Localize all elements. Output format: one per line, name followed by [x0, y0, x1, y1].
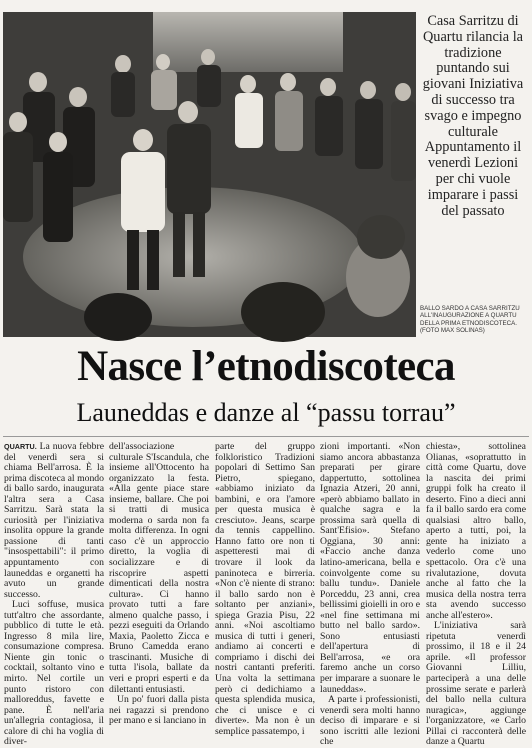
article-column-4	[320, 441, 420, 748]
article-headline: Nasce l’etnodiscoteca	[77, 343, 455, 390]
photo-caption-text: BALLO SARDO A CASA SARRITZU ALL'INAUGURAZIONE A QUARTU DELLA PRIMA ETNODISCOTECA.	[420, 305, 520, 327]
column-paragraph: A parte i professionisti, venerdì sera molti hanno deciso di imparare e si sono iscritti alle lezioni che	[320, 694, 420, 748]
article-column-1	[4, 441, 104, 748]
article-photo	[3, 12, 416, 337]
photo-sidebar-caption: Casa Sarritzu di Quartu rilancia la tradizione puntando sui giovani Iniziativa di successo tra svago e impegno culturale Appuntamento il venerdì Lezioni per chi vuole imparare i passi del passato	[422, 13, 524, 219]
column-paragraph: L'iniziativa sarà ripetuta venerdì prossimo, il 18 e il 24 aprile. «Il professor Giovanni Lilliu, parteciperà a una delle prossime serate e parlerà del ballo nella cultura nuragica», aggiunge l'organizzatore, «e Carlo Pillai ci racconterà delle danze a Quartu	[426, 620, 526, 748]
article-column-2	[109, 441, 209, 727]
article-subheadline: Launeddas e danze al “passu torrau”	[76, 398, 456, 427]
photo-credit: (FOTO MAX SOLINAS)	[420, 326, 485, 334]
article-column-3	[215, 441, 315, 737]
column-paragraph: parte del gruppo folkloristico Tradizioni popolari di Settimo San Pietro, spiegano, «abbiamo iniziato da bambini, e ora l'amore per questa musica è cresciuto». Jeans, scarpe da tennis cappellino. Hanno fatto ore non ti aspetteresti mai di trovare il look da paninoteca e birreria. «Non c'è niente di strano: il ballo sardo non è soltanto per anziani», spiega Grazia Pisu, 22 anni. «Noi ascoltiamo musica di tutti i generi, andiamo ai concerti e compriamo i dischi dei nostri cantanti preferiti. Una volta la settimana però ci dedichiamo a questa splendida musica, che ci unisce e ci diverte». Ma non è un semplice passatempo, i	[215, 441, 315, 737]
dancers-photo	[3, 12, 416, 337]
dateline: QUARTU.	[4, 442, 37, 451]
divider	[3, 436, 529, 437]
article-column-5	[426, 441, 526, 748]
column-paragraph: dell'associazione culturale S'Iscandula, che insieme all'Ottocento ha organizzato la festa. «Alla gente piace stare insieme, ballare. Che poi si tratti di musica moderna o sarda non fa molta differenza. In ogni caso c'è un approccio diretto, la voglia di socializzare e di riscoprire aspetti dimenticati della nostra cultura». Ci hanno provato tutti a fare almeno qualche passo, i pezzi eseguiti da Orlando Maxia, Paoletto Zicca e Bruno Camedda erano trascinanti. Musiche di tutta l'isola, ballate da veri e propri esperti e da dilettanti entusiasti.	[109, 441, 209, 695]
column-paragraph	[4, 442, 104, 600]
column-paragraph: Un po' fuori dalla pista nei ragazzi si prendono per mano e si lanciano in	[109, 694, 209, 727]
photo-caption	[420, 305, 530, 334]
column-paragraph: chiesta», sottolinea Olianas, «soprattutto in città come Quartu, dove la nascita dei primi gruppi folk ha creato il deserto. Fino a dieci anni fa il ballo sardo era come qualsiasi altro ballo, aperto a tutti, poi, la gente ha iniziato a vederlo come uno spettacolo. Ora c'è una rivalutazione, dovuta anche al fatto che la musica della nostra terra sta avendo successo anche all'estero».	[426, 441, 526, 621]
paragraph-text: La nuova febbre del venerdì sera si chiama Bell'arrosa. È la prima discoteca al mondo di ballo sardo, inaugurata l'altra sera a Casa Sarritzu. Sarà stata la curiosità per l'iniziativa insolita oppure la grande passione di tanti "insospettabili": il primo appuntamento con launeddas e organetti ha avuto un grande successo.	[4, 441, 104, 600]
column-paragraph: zioni importanti. «Non siamo ancora abbastanza preparati per girare dappertutto, sottolinea Ignazia Atzeri, 20 anni, «però abbiamo ballato in qualche sagra e la prossima sarà quella di Sant'Efisio». Stefano Oggiana, 30 anni: «Faccio anche danza latino-americana, bella e coinvolgente come su ballu tundu». Daniele Porceddu, 23 anni, crea bellissimi gioielli in oro e «nel fine settimana mi butto nel ballo sardo». Sono entusiasti dell'apertura di Bell'arrosa, «e ora faremo anche un corso per imparare a suonare le launeddas».	[320, 441, 420, 695]
column-paragraph: Luci soffuse, musica tutt'altro che assordante, pubblico di tutte le età. Ingresso 8 mila lire, consumazione compresa. Niente gin tonic o cocktail, soltanto vino e mirto. Nel cortile un punto ristoro con malloreddus, favette e pane. È nell'aria un'allegria contagiosa, il calore di chi ha voglia di diver-	[4, 599, 104, 748]
